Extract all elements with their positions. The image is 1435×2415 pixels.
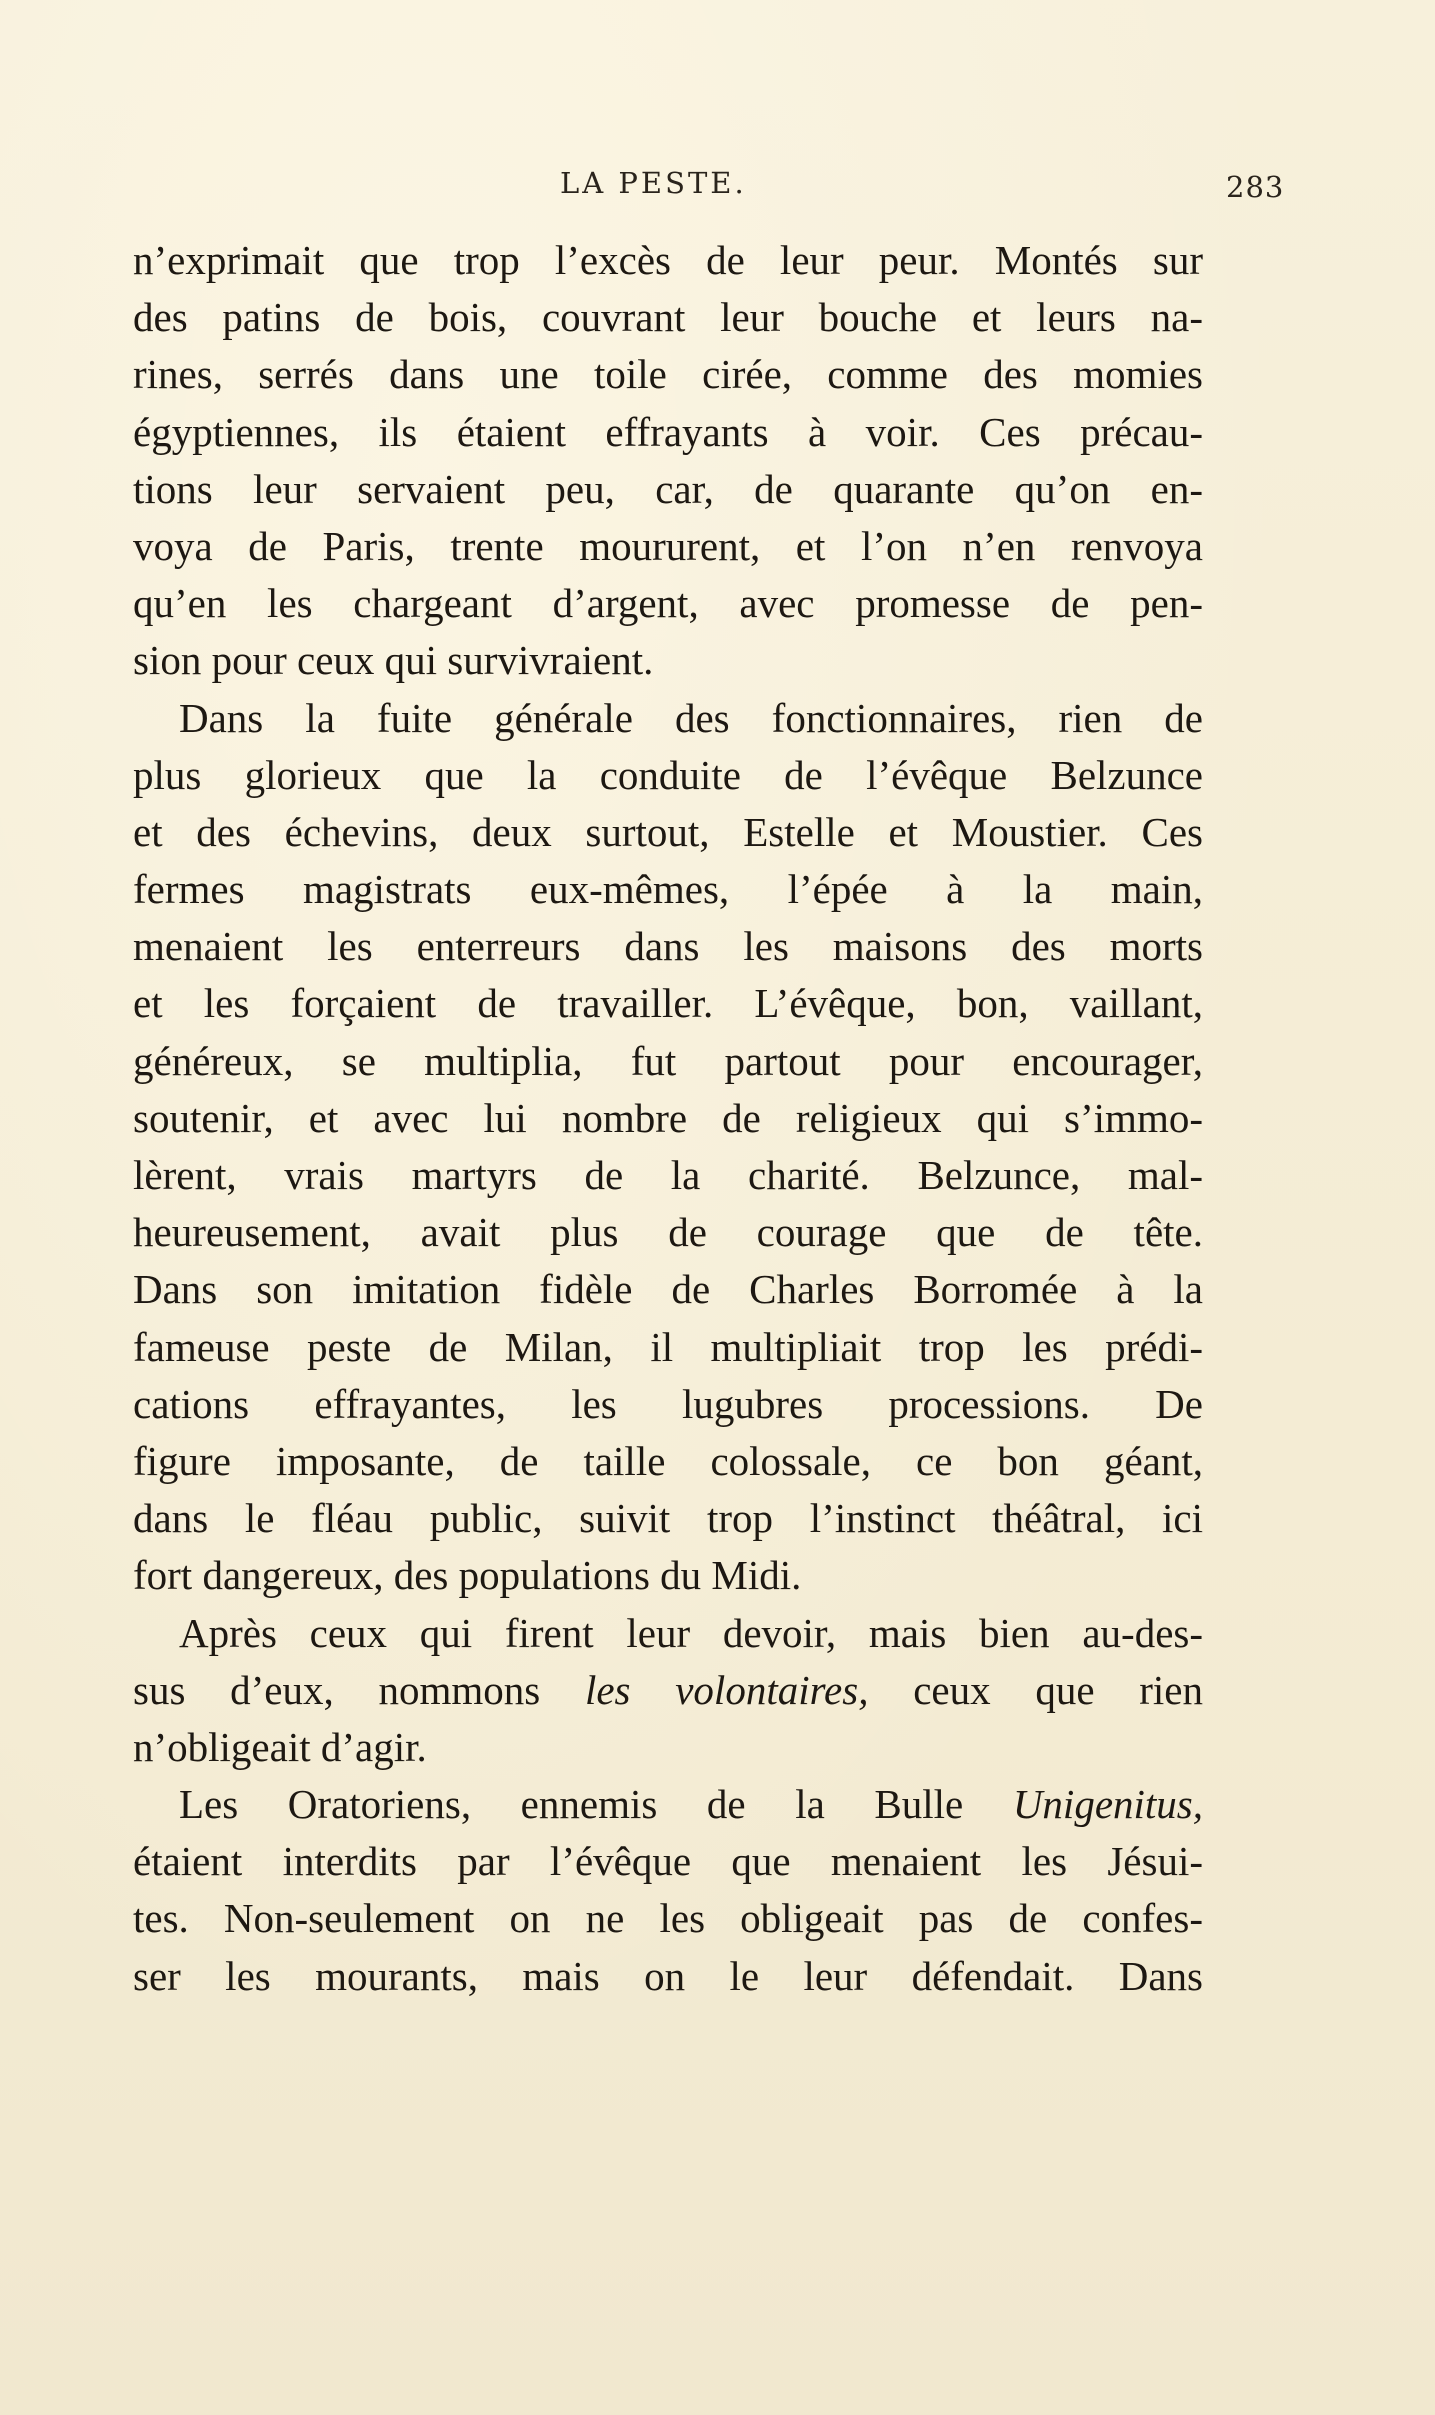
text-line <box>133 1776 1203 1833</box>
text-line: cations effrayantes, les lugubres processions. De <box>133 1380 1203 1427</box>
text-line: généreux, se multiplia, fut partout pour encourager, <box>133 1037 1203 1084</box>
running-head <box>0 160 1435 210</box>
text-line: tes. Non-seulement on ne les obligeait pas de confes- <box>133 1895 1203 1942</box>
text-line: n’obligeait d’agir. <box>133 1723 427 1770</box>
text-line: heureusement, avait plus de courage que de tête. <box>133 1209 1203 1256</box>
text-line: égyptiennes, ils étaient effrayants à voir. Ces précau- <box>133 408 1203 455</box>
text-line: qu’en les chargeant d’argent, avec promesse de pen- <box>133 580 1203 627</box>
text-line: fermes magistrats eux-mêmes, l’épée à la main, <box>133 866 1203 913</box>
text-line: tions leur servaient peu, car, de quarante qu’on en- <box>133 465 1203 512</box>
text-line: étaient interdits par l’évêque que menaient les Jésui- <box>133 1838 1203 1885</box>
text-line: menaient les enterreurs dans les maisons des morts <box>133 923 1203 970</box>
body-text <box>133 232 1203 2005</box>
text-line: voya de Paris, trente moururent, et l’on n’en renvoya <box>133 522 1203 569</box>
text-line: dans le fléau public, suivit trop l’instinct théâtral, ici <box>133 1495 1203 1542</box>
italic-phrase: Unigenitus, <box>1012 1781 1203 1828</box>
text-line: ser les mourants, mais on le leur défendait. Dans <box>133 1952 1203 1999</box>
page-number: 283 <box>1226 170 1285 204</box>
text-segment: Les Oratoriens, ennemis de la Bulle <box>179 1781 1013 1828</box>
text-line: Après ceux qui firent leur devoir, mais bien au-des- <box>179 1609 1203 1656</box>
text-line: sion pour ceux qui survivraient. <box>133 637 654 684</box>
text-line: fameuse peste de Milan, il multipliait trop les prédi- <box>133 1323 1203 1370</box>
italic-phrase: les volontaires, <box>584 1666 869 1713</box>
text-line: rines, serrés dans une toile cirée, comme des momies <box>133 351 1203 398</box>
text-segment: sus d’eux, nommons <box>133 1666 585 1713</box>
text-line: plus glorieux que la conduite de l’évêque Belzunce <box>133 751 1203 798</box>
text-segment: ceux que rien <box>868 1666 1203 1713</box>
text-line: des patins de bois, couvrant leur bouche et leurs na- <box>133 294 1203 341</box>
text-line: soutenir, et avec lui nombre de religieux qui s’immo- <box>133 1094 1203 1141</box>
text-line: lèrent, vrais martyrs de la charité. Belzunce, mal- <box>133 1152 1203 1198</box>
text-line <box>133 1662 1203 1719</box>
text-line: figure imposante, de taille colossale, ce bon géant, <box>133 1437 1203 1484</box>
text-line: fort dangereux, des populations du Midi. <box>133 1552 802 1599</box>
text-line: Dans la fuite générale des fonctionnaires, rien de <box>179 694 1203 741</box>
text-line: n’exprimait que trop l’excès de leur peur. Montés sur <box>133 237 1203 283</box>
text-line: et les forçaient de travailler. L’évêque, bon, vaillant, <box>133 980 1203 1027</box>
running-title: LA PESTE. <box>560 166 747 200</box>
text-line: et des échevins, deux surtout, Estelle et Moustier. Ces <box>133 808 1203 855</box>
text-line: Dans son imitation fidèle de Charles Borromée à la <box>133 1266 1203 1313</box>
